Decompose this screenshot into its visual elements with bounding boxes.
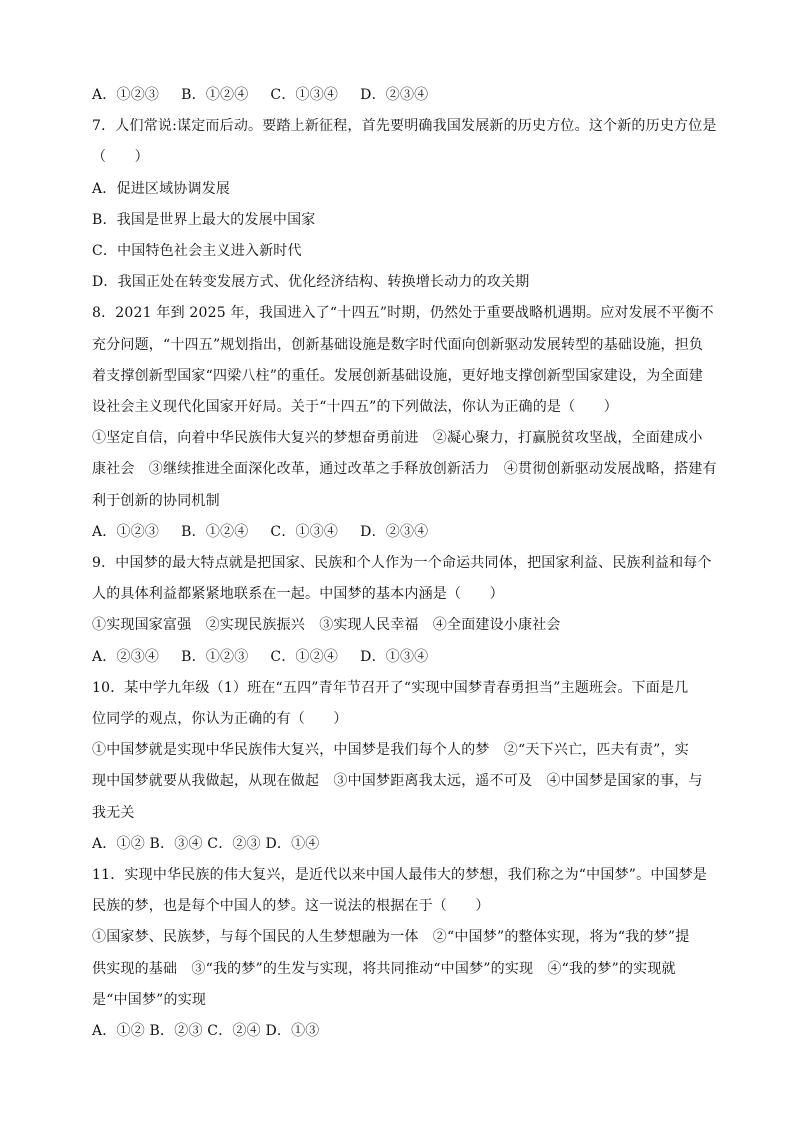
q7-stem-line-2: （ ） [92,149,149,166]
q8-items-line-3: 利于创新的协同机制 [92,492,220,509]
q10-options: A．①② B．③④ C．②③ D．①④ [92,835,320,852]
q8-stem-line-3: 着支撑创新型国家“四梁八柱”的重任。发展创新基础设施，更好地支撑创新型国家建设，为全面建 [92,367,704,384]
q10-items-line-1: ①中国梦就是实现中华民族伟大复兴，中国梦是我们每个人的梦 ②“天下兴亡，匹夫有责”，实 [92,742,689,759]
q7-option-c: C．中国特色社会主义进入新时代 [92,243,302,260]
q9-option-c: C．①②④ [270,648,339,665]
question-10 [92,673,704,860]
q8-option-a: A．①②③ [92,523,160,540]
question-8 [92,298,717,548]
option-b: B．①②④ [181,87,249,103]
q8-items-line-2: 康社会 ③继续推进全面深化改革，通过改革之手释放创新活力 ④贯彻创新驱动发展战略，搭建有 [92,461,717,478]
q9-stem-line-2: 人的具体利益都紧紧地联系在一起。中国梦的基本内涵是（ ） [92,586,504,603]
q7-option-a: A．促进区域协调发展 [92,180,231,197]
option-d: D．②③④ [360,87,429,103]
q10-stem-line-1: 10．某中学九年级（1）班在“五四”青年节召开了“实现中国梦青春勇担当”主题班会。下面是几 [92,679,689,696]
q10-items-line-2: 现中国梦就要从我做起，从现在做起 ③中国梦距离我太远，遥不可及 ④中国梦是国家的事，与 [92,773,703,790]
q9-option-b: B．①②③ [181,648,249,665]
q8-option-d: D．②③④ [360,523,429,540]
q11-stem-line-2: 民族的梦，也是每个中国人的梦。这一说法的根据在于（ ） [92,898,490,915]
q11-stem-line-1: 11．实现中华民族的伟大复兴，是近代以来中国人最伟大的梦想，我们称之为“中国梦”。中国梦是 [92,867,708,884]
q8-stem-line-1: 8．2021 年到 2025 年，我国进入了“十四五”时期，仍然处于重要战略机遇期。应对发展不平衡不 [92,305,714,322]
q7-option-b: B．我国是世界上最大的发展中国家 [92,211,316,228]
question-7 [92,111,717,298]
q8-option-c: C．①③④ [270,523,339,540]
q8-stem-line-4: 设社会主义现代化国家开好局。关于“十四五”的下列做法，你认为正确的是（ ） [92,399,618,416]
q7-stem-line-1: 7．人们常说:谋定而后动。要踏上新征程，首先要明确我国发展新的历史方位。这个新的历史方位是 [92,118,717,135]
q11-items-line-2: 供实现的基础 ③“我的梦”的生发与实现，将共同推动“中国梦”的实现 ④“我的梦”的实现就 [92,960,676,977]
prev-question-options [92,80,704,111]
q8-option-b: B．①②④ [181,523,249,540]
q9-stem-line-1: 9．中国梦的最大特点就是把国家、民族和个人作为一个命运共同体，把国家利益、民族利益和每个 [92,555,712,572]
q9-option-d: D．①③④ [360,648,429,665]
question-9 [92,548,712,673]
q8-stem-line-2: 充分问题，“十四五”规划指出，创新基础设施是数字时代面向创新驱动发展转型的基础设施，担负 [92,336,704,353]
q11-items-line-1: ①国家梦、民族梦，与每个国民的人生梦想融为一体 ②“中国梦”的整体实现，将为“我的梦”提 [92,929,690,946]
q10-items-line-3: 我无关 [92,804,135,821]
q10-stem-line-2: 位同学的观点，你认为正确的有（ ） [92,711,348,728]
q9-options [92,642,704,673]
q8-options [92,517,704,548]
q11-items-line-3: 是“中国梦”的实现 [92,991,207,1008]
question-11 [92,860,708,1047]
q11-options: A．①② B．②③ C．②④ D．①③ [92,1023,320,1040]
q7-option-d: D．我国正处在转变发展方式、优化经济结构、转换增长动力的攻关期 [92,274,530,291]
q8-items-line-1: ①坚定自信，向着中华民族伟大复兴的梦想奋勇前进 ②凝心聚力，打赢脱贫攻坚战，全面建成小 [92,430,703,447]
option-a: A．①②③ [92,87,160,103]
q9-option-a: A．②③④ [92,648,160,665]
exam-page [92,80,717,1047]
q9-items-line-1: ①实现国家富强 ②实现民族振兴 ③实现人民幸福 ④全面建设小康社会 [92,617,561,634]
option-c: C．①③④ [270,87,339,103]
